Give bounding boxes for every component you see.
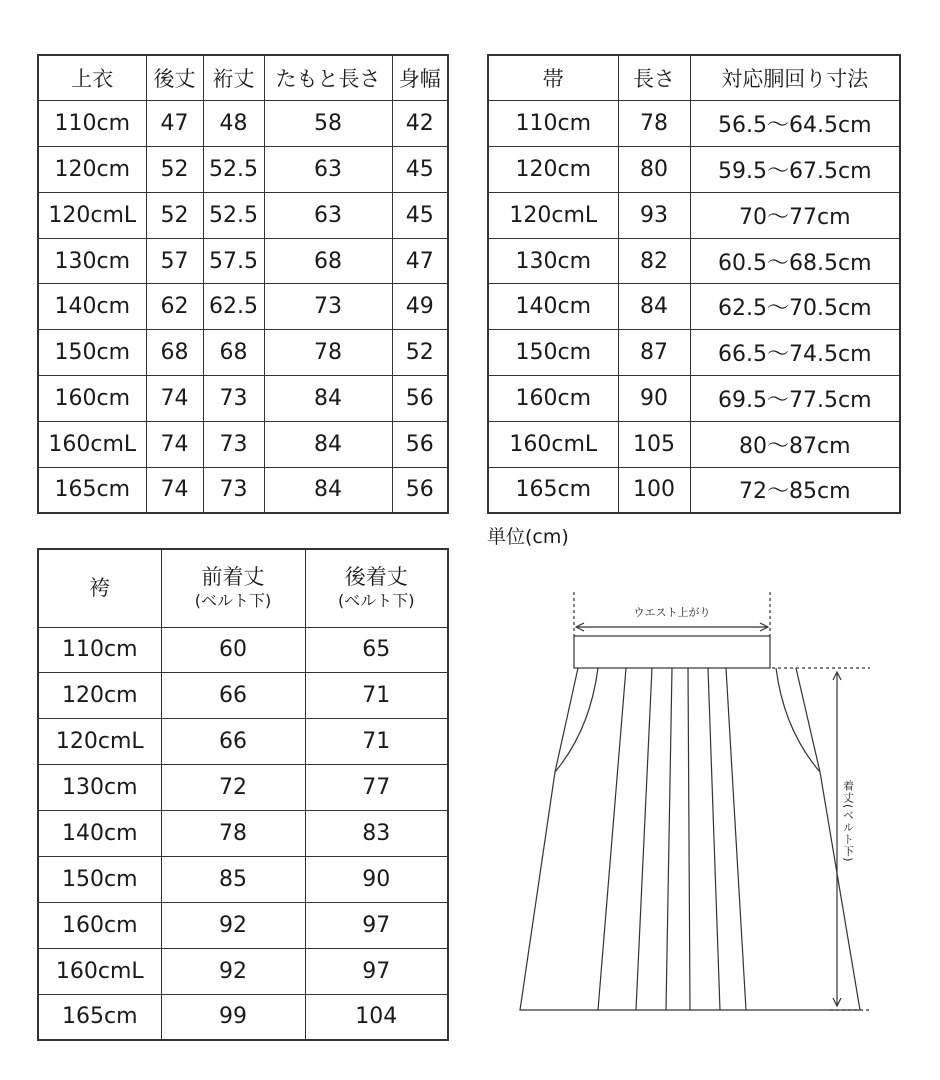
value-cell: 60 — [161, 627, 305, 673]
column-header: 後丈 — [146, 55, 203, 101]
value-cell: 62.5〜70.5cm — [690, 284, 900, 330]
value-cell: 80〜87cm — [690, 421, 900, 467]
table-row — [38, 673, 448, 719]
value-cell: 74 — [146, 376, 203, 422]
value-cell: 97 — [305, 902, 448, 948]
column-header-sub: (ベルト下) — [194, 591, 272, 611]
size-cell: 160cm — [38, 376, 146, 422]
table-header-row — [38, 549, 448, 627]
table-row — [38, 627, 448, 673]
value-cell: 73 — [203, 421, 264, 467]
value-cell: 92 — [161, 902, 305, 948]
value-cell: 59.5〜67.5cm — [690, 147, 900, 193]
value-cell: 72〜85cm — [690, 467, 900, 513]
column-header — [38, 549, 161, 627]
value-cell: 69.5〜77.5cm — [690, 376, 900, 422]
length-label: 着丈(ベルト下) — [841, 780, 855, 863]
value-cell: 93 — [618, 192, 690, 238]
table-row — [38, 284, 448, 330]
column-header: 対応胴回り寸法 — [690, 55, 900, 101]
table-row — [488, 330, 900, 376]
value-cell: 56 — [392, 376, 448, 422]
value-cell: 82 — [618, 238, 690, 284]
value-cell: 48 — [203, 101, 264, 147]
value-cell: 84 — [618, 284, 690, 330]
value-cell: 42 — [392, 101, 448, 147]
table-row — [38, 421, 448, 467]
size-cell: 130cm — [38, 765, 161, 811]
value-cell: 49 — [392, 284, 448, 330]
value-cell: 56 — [392, 467, 448, 513]
size-cell: 140cm — [488, 284, 618, 330]
value-cell: 74 — [146, 421, 203, 467]
value-cell: 83 — [305, 811, 448, 857]
value-cell: 78 — [618, 101, 690, 147]
column-header: 帯 — [488, 55, 618, 101]
size-cell: 120cmL — [38, 719, 161, 765]
value-cell: 63 — [264, 147, 392, 193]
size-cell: 120cmL — [488, 192, 618, 238]
table-row — [488, 284, 900, 330]
value-cell: 84 — [264, 467, 392, 513]
column-header: 裄丈 — [203, 55, 264, 101]
table-row — [488, 467, 900, 513]
value-cell: 84 — [264, 376, 392, 422]
table-row — [38, 994, 448, 1040]
value-cell: 85 — [161, 856, 305, 902]
waist-label: ウエスト上がり — [633, 606, 711, 619]
obi-size-table — [487, 54, 901, 514]
value-cell: 68 — [264, 238, 392, 284]
waistband — [574, 636, 770, 668]
table-row — [488, 147, 900, 193]
pleat-line — [598, 668, 626, 1010]
table-row — [38, 330, 448, 376]
size-cell: 160cmL — [38, 948, 161, 994]
pleat-line — [666, 668, 672, 1010]
hakama-size-table — [37, 548, 449, 1041]
value-cell: 71 — [305, 673, 448, 719]
value-cell: 66 — [161, 719, 305, 765]
value-cell: 90 — [618, 376, 690, 422]
hakama-diagram — [500, 580, 880, 1030]
column-header-main: 後着丈 — [344, 565, 408, 590]
table-row — [488, 192, 900, 238]
size-cell: 160cm — [38, 902, 161, 948]
column-header — [161, 549, 305, 627]
pleat-line — [708, 668, 720, 1010]
value-cell: 57.5 — [203, 238, 264, 284]
value-cell: 60.5〜68.5cm — [690, 238, 900, 284]
size-cell: 140cm — [38, 284, 146, 330]
value-cell: 78 — [264, 330, 392, 376]
value-cell: 77 — [305, 765, 448, 811]
value-cell: 92 — [161, 948, 305, 994]
size-cell: 150cm — [488, 330, 618, 376]
value-cell: 73 — [203, 467, 264, 513]
value-cell: 52.5 — [203, 192, 264, 238]
table-row — [38, 811, 448, 857]
table-row — [38, 238, 448, 284]
value-cell: 68 — [146, 330, 203, 376]
table-row — [488, 101, 900, 147]
table-row — [488, 238, 900, 284]
table-row — [38, 192, 448, 238]
value-cell: 70〜77cm — [690, 192, 900, 238]
column-header-main: 前着丈 — [201, 565, 265, 590]
size-cell: 120cm — [38, 673, 161, 719]
table-header-row — [488, 55, 900, 101]
value-cell: 57 — [146, 238, 203, 284]
value-cell: 62 — [146, 284, 203, 330]
value-cell: 99 — [161, 994, 305, 1040]
size-cell: 160cmL — [488, 421, 618, 467]
column-header — [305, 549, 448, 627]
size-cell: 110cm — [38, 627, 161, 673]
value-cell: 90 — [305, 856, 448, 902]
table-row — [488, 376, 900, 422]
table-row — [38, 467, 448, 513]
table-row — [38, 376, 448, 422]
size-cell: 110cm — [38, 101, 146, 147]
size-cell: 150cm — [38, 330, 146, 376]
table-row — [38, 719, 448, 765]
value-cell: 78 — [161, 811, 305, 857]
column-header: たもと長さ — [264, 55, 392, 101]
slit-left — [555, 668, 598, 772]
value-cell: 84 — [264, 421, 392, 467]
value-cell: 47 — [146, 101, 203, 147]
unit-note: 単位(cm) — [487, 526, 569, 548]
value-cell: 72 — [161, 765, 305, 811]
value-cell: 63 — [264, 192, 392, 238]
table-row — [38, 902, 448, 948]
value-cell: 105 — [618, 421, 690, 467]
pleat-line — [636, 668, 652, 1010]
size-cell: 160cm — [488, 376, 618, 422]
table-row — [488, 421, 900, 467]
top-size-table — [37, 54, 449, 514]
value-cell: 56 — [392, 421, 448, 467]
table-row — [38, 101, 448, 147]
size-cell: 110cm — [488, 101, 618, 147]
table-row — [38, 948, 448, 994]
column-header-sub: (ベルト下) — [338, 591, 415, 611]
slit-right — [776, 668, 820, 772]
table-header-row — [38, 55, 448, 101]
value-cell: 68 — [203, 330, 264, 376]
column-header-main: 袴 — [89, 576, 111, 601]
value-cell: 66 — [161, 673, 305, 719]
value-cell: 71 — [305, 719, 448, 765]
size-cell: 120cm — [38, 147, 146, 193]
value-cell: 52.5 — [203, 147, 264, 193]
value-cell: 52 — [146, 147, 203, 193]
size-cell: 150cm — [38, 856, 161, 902]
value-cell: 62.5 — [203, 284, 264, 330]
value-cell: 80 — [618, 147, 690, 193]
value-cell: 47 — [392, 238, 448, 284]
table-row — [38, 765, 448, 811]
pleat-line — [688, 668, 690, 1010]
column-header: 身幅 — [392, 55, 448, 101]
value-cell: 73 — [264, 284, 392, 330]
size-cell: 165cm — [38, 994, 161, 1040]
value-cell: 100 — [618, 467, 690, 513]
size-cell: 130cm — [488, 238, 618, 284]
value-cell: 97 — [305, 948, 448, 994]
size-cell: 120cm — [488, 147, 618, 193]
column-header: 上衣 — [38, 55, 146, 101]
column-header: 長さ — [618, 55, 690, 101]
value-cell: 104 — [305, 994, 448, 1040]
pleat-line — [726, 668, 746, 1010]
value-cell: 52 — [392, 330, 448, 376]
size-cell: 165cm — [488, 467, 618, 513]
size-cell: 120cmL — [38, 192, 146, 238]
size-cell: 140cm — [38, 811, 161, 857]
value-cell: 45 — [392, 147, 448, 193]
value-cell: 65 — [305, 627, 448, 673]
size-cell: 160cmL — [38, 421, 146, 467]
size-cell: 165cm — [38, 467, 146, 513]
value-cell: 52 — [146, 192, 203, 238]
table-row — [38, 856, 448, 902]
value-cell: 66.5〜74.5cm — [690, 330, 900, 376]
value-cell: 58 — [264, 101, 392, 147]
table-row — [38, 147, 448, 193]
size-cell: 130cm — [38, 238, 146, 284]
value-cell: 73 — [203, 376, 264, 422]
value-cell: 56.5〜64.5cm — [690, 101, 900, 147]
value-cell: 74 — [146, 467, 203, 513]
value-cell: 45 — [392, 192, 448, 238]
value-cell: 87 — [618, 330, 690, 376]
